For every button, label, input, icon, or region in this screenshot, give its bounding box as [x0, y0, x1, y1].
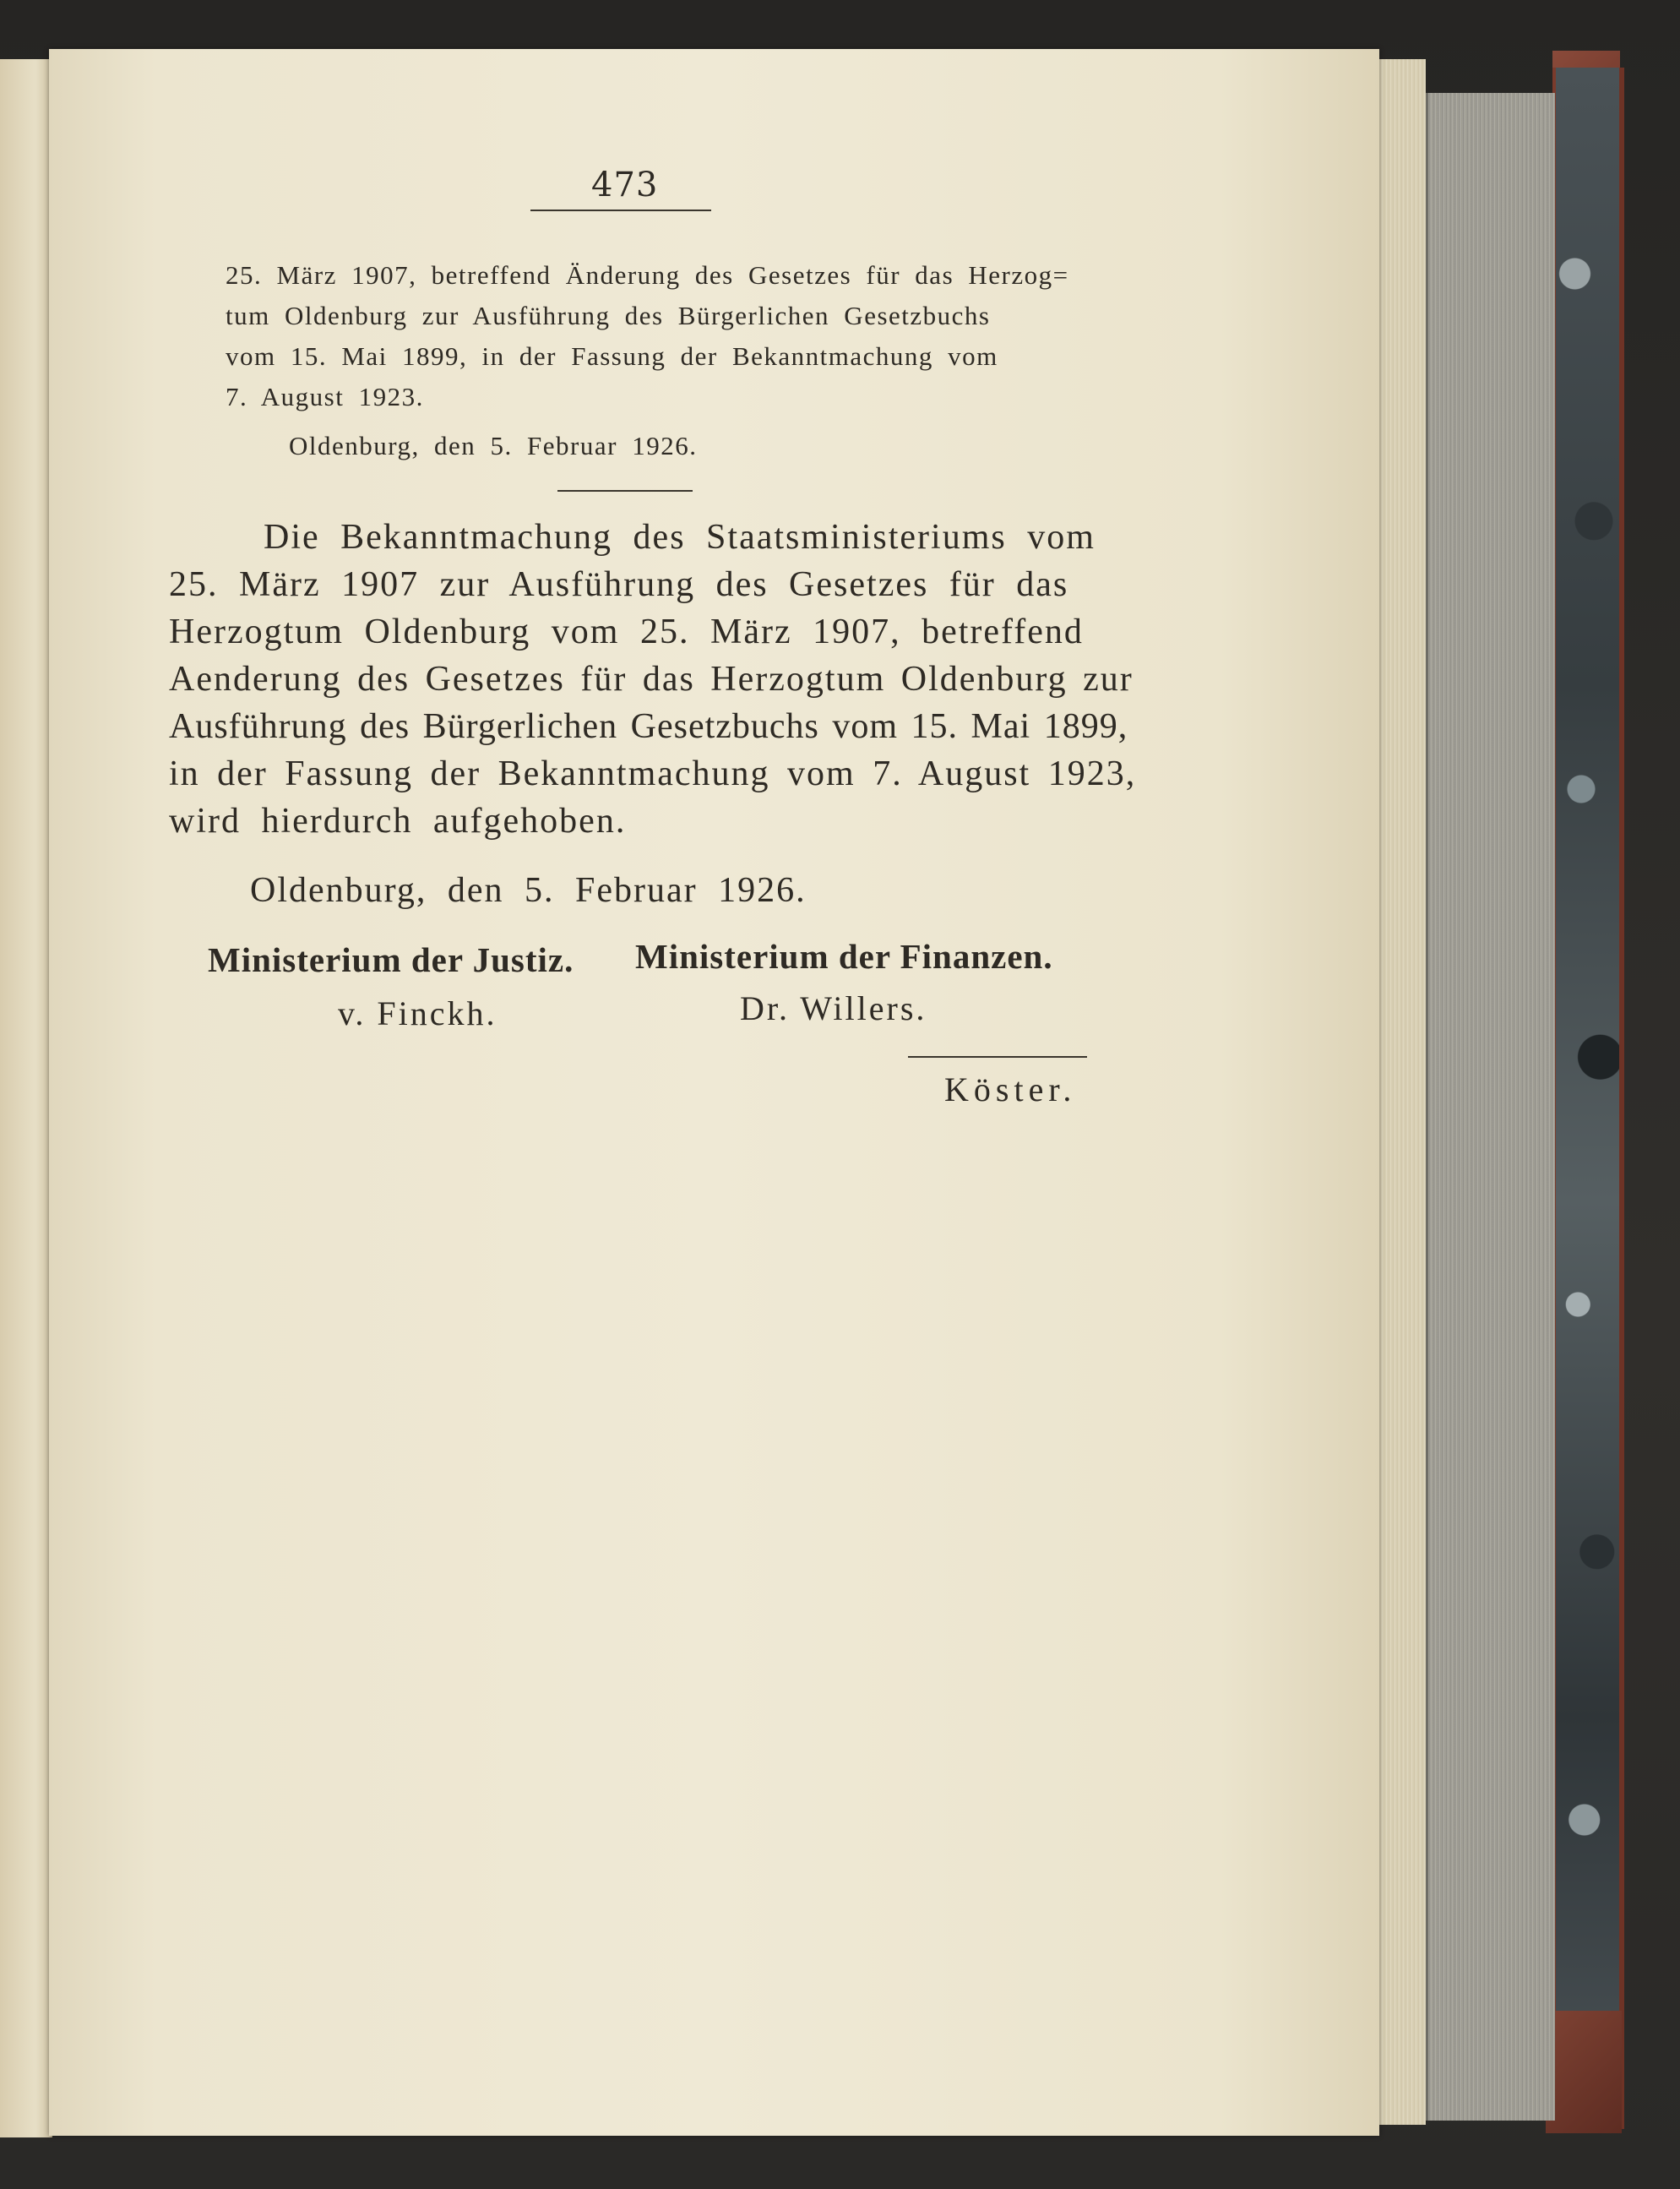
body-line: in der Fassung der Bekanntmachung vom 7. August 1923,	[169, 754, 1137, 793]
footnote-place-date: Oldenburg, den 5. Februar 1926.	[289, 431, 698, 460]
footnote-line: vom 15. Mai 1899, in der Fassung der Bekanntmachung vom	[226, 341, 998, 371]
body-line: wird hierdurch aufgehoben.	[169, 802, 627, 841]
page-stack-edges	[1379, 59, 1426, 2125]
countersign-name: Köster.	[944, 1070, 1077, 1108]
page-number-rule	[530, 210, 711, 211]
signature-name-right: Dr. Willers.	[740, 989, 927, 1027]
body-place-date: Oldenburg, den 5. Februar 1926.	[250, 871, 807, 910]
marbled-cover	[1552, 68, 1624, 2129]
body-line: Ausführung des Bürgerlichen Gesetzbuchs vom 15. Mai 1899,	[169, 707, 1128, 746]
footnote-line: 7. August 1923.	[226, 382, 424, 411]
footnote-line: tum Oldenburg zur Ausführung des Bürgerlichen Gesetzbuchs	[226, 301, 991, 330]
body-line: Herzogtum Oldenburg vom 25. März 1907, betreffend	[169, 613, 1084, 651]
body-line: 25. März 1907 zur Ausführung des Gesetzes für das	[169, 565, 1069, 604]
countersign-rule	[908, 1056, 1087, 1058]
body-line: Aenderung des Gesetzes für das Herzogtum Oldenburg zur	[169, 660, 1134, 699]
signature-name-left: v. Finckh.	[338, 994, 497, 1032]
page-number: 473	[591, 166, 659, 204]
footnote-line: 25. März 1907, betreffend Änderung des Gesetzes für das Herzog=	[226, 260, 1069, 290]
cover-corner-bottom	[1546, 2011, 1622, 2133]
signature-ministry-justice: Ministerium der Justiz.	[208, 940, 574, 979]
body-line: Die Bekanntmachung des Staatsministeriums vom	[264, 518, 1096, 557]
signature-ministry-finance: Ministerium der Finanzen.	[635, 937, 1053, 976]
book-block-edges	[1426, 93, 1555, 2121]
left-facing-page-edge	[0, 59, 52, 2137]
section-divider	[557, 490, 693, 492]
